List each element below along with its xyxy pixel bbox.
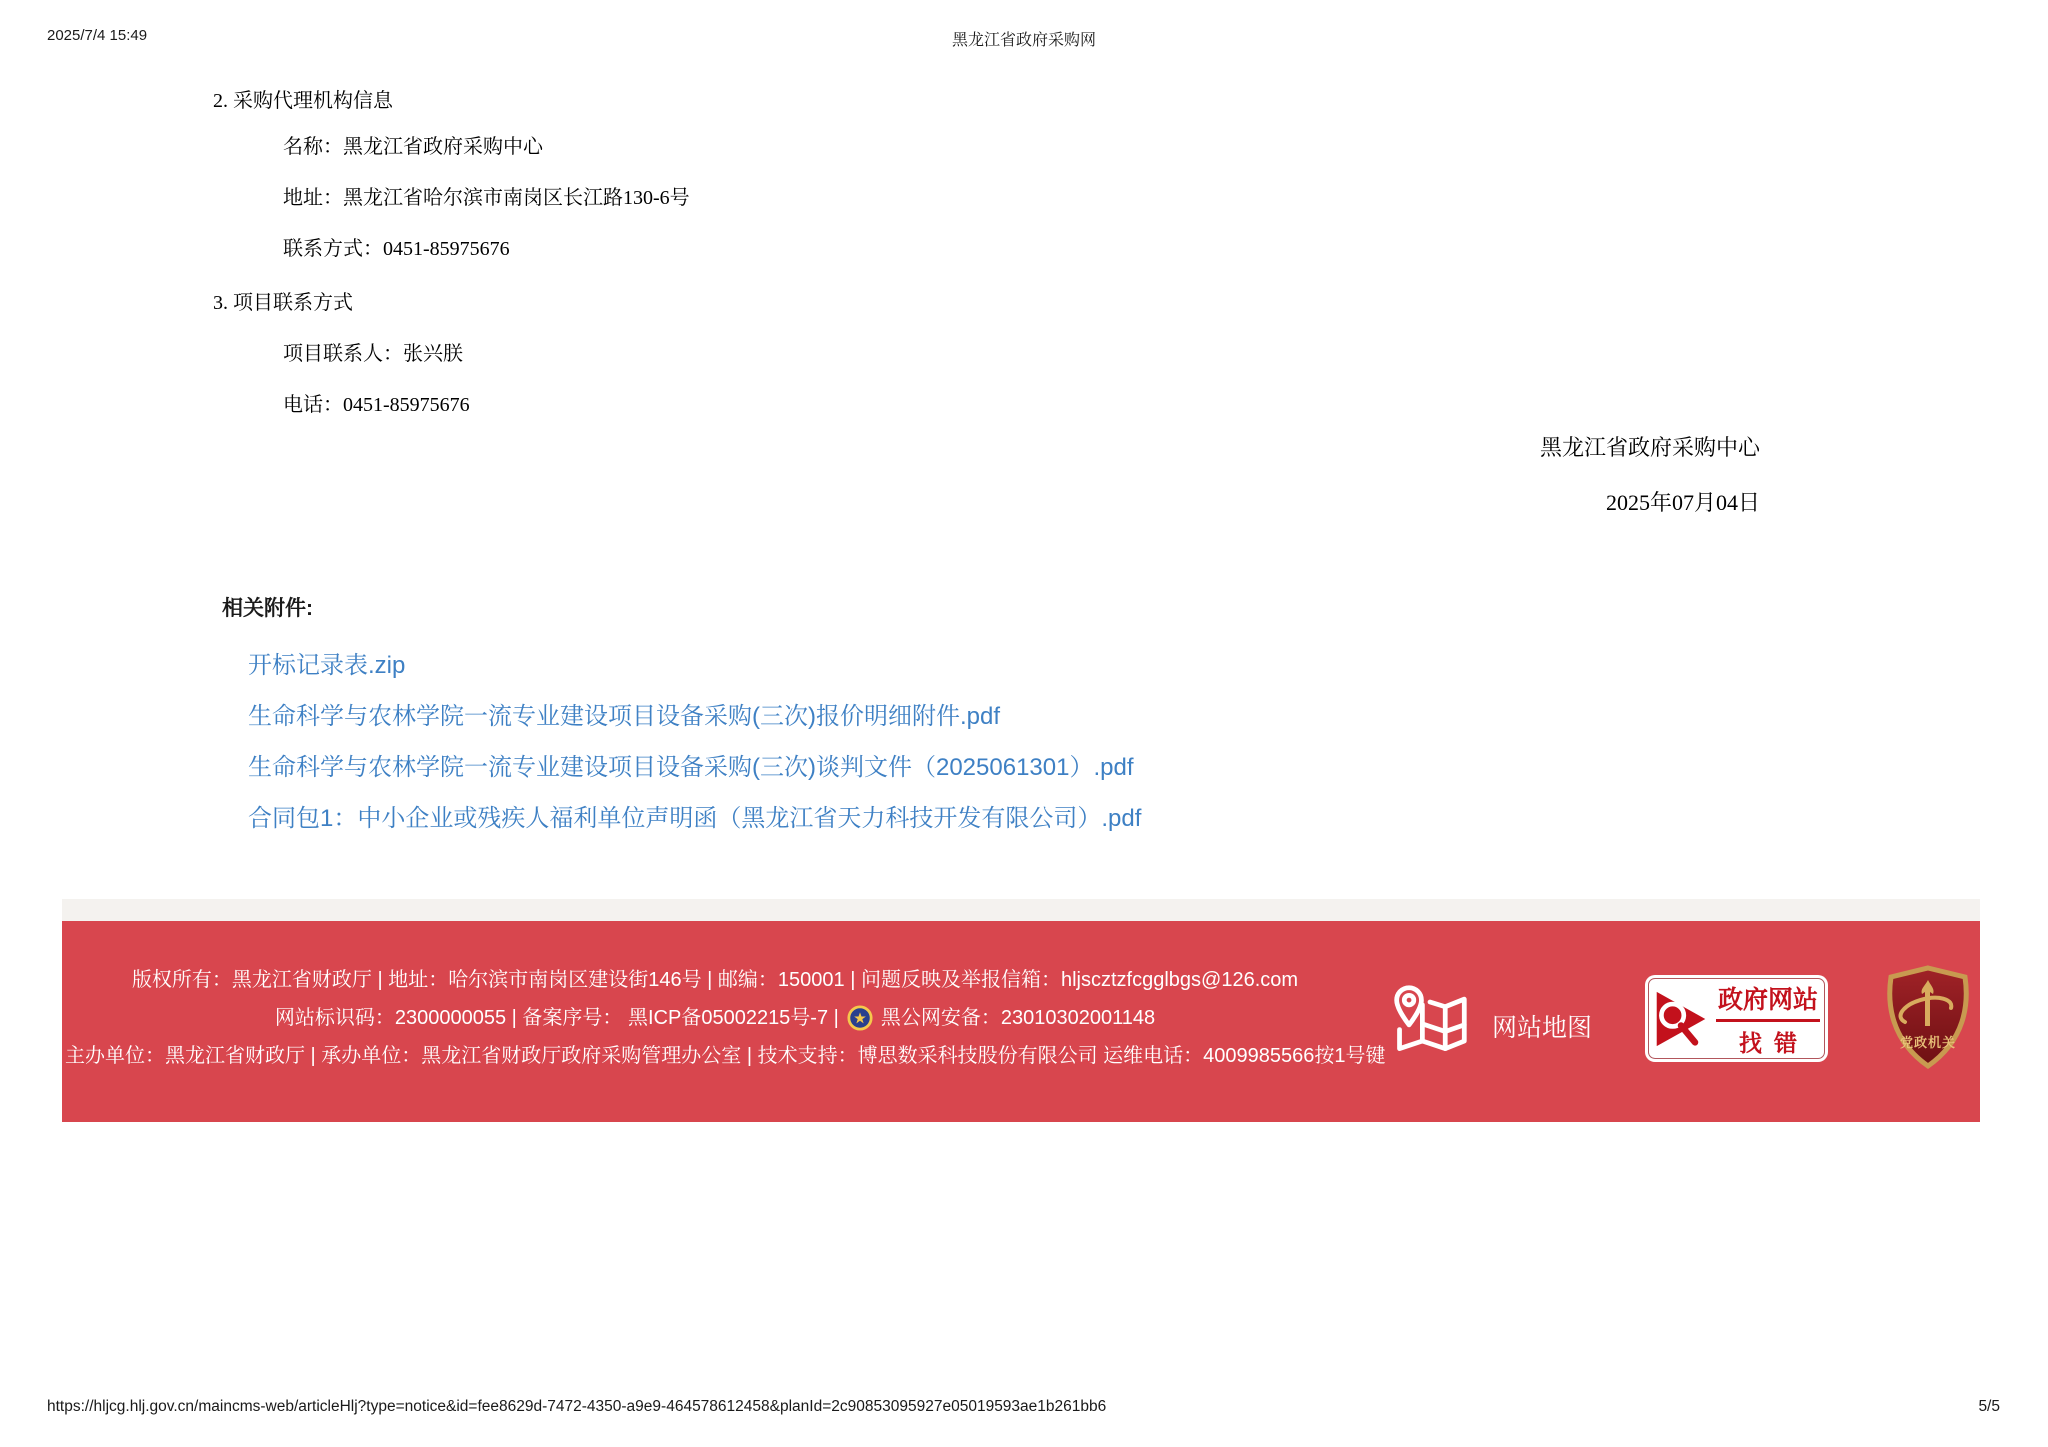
- agency-name-line: 名称：黑龙江省政府采购中心: [283, 136, 543, 158]
- sitemap-icon[interactable]: [1390, 983, 1470, 1061]
- signature-org: 黑龙江省政府采购中心: [1539, 435, 1760, 460]
- agency-address-line: 地址：黑龙江省哈尔滨市南岗区长江路130-6号: [283, 187, 690, 209]
- attachment-link-declaration-pdf[interactable]: 合同包1：中小企业或残疾人福利单位声明函（黑龙江省天力科技开发有限公司）.pdf: [248, 805, 1142, 832]
- party-badge-label: 党政机关: [1899, 1035, 1956, 1050]
- sitemap-label[interactable]: 网站地图: [1492, 1014, 1593, 1042]
- print-footer-url: https://hljcg.hlj.gov.cn/maincms-web/articleHlj?type=notice&id=fee8629d-7472-4350-a9e9-464578612458&planId=2c90853095927e05019593ae1b261bb6: [47, 1398, 1107, 1415]
- police-badge-icon[interactable]: [847, 1005, 873, 1031]
- error-badge-subtitle: 找错: [1739, 1029, 1809, 1056]
- footer-icp-suffix: 黑公网安备：23010302001148: [880, 1007, 1156, 1029]
- attachments-heading: 相关附件:: [222, 597, 313, 620]
- print-site-title: 黑龙江省政府采购网: [951, 32, 1096, 49]
- attachment-link-zip[interactable]: 开标记录表.zip: [248, 652, 406, 679]
- pre-footer-strip: [62, 899, 1980, 921]
- attachment-link-quote-pdf[interactable]: 生命科学与农林学院一流专业建设项目设备采购(三次)报价明细附件.pdf: [248, 703, 1001, 730]
- notice-agency-heading: 2. 采购代理机构信息: [213, 90, 393, 112]
- error-badge-text: [1716, 980, 1820, 1058]
- print-footer-page: 5/5: [1978, 1398, 2000, 1415]
- notice-contact-heading: 3. 项目联系方式: [213, 292, 353, 314]
- magnifier-flag-icon: [1653, 988, 1709, 1050]
- agency-contact-line: 联系方式：0451-85975676: [283, 238, 510, 260]
- contact-person-line: 项目联系人：张兴朕: [283, 343, 463, 365]
- footer-icp-prefix: 网站标识码：2300000055 | 备案序号： 黑ICP备05002215号-7 |: [274, 1007, 839, 1029]
- contact-phone-line: 电话：0451-85975676: [283, 394, 470, 416]
- footer-icp-line: [65, 999, 1365, 1037]
- footer-organizer-line: 主办单位：黑龙江省财政厅 | 承办单位：黑龙江省财政厅政府采购管理办公室 | 技术支持：博思数采科技股份有限公司 运维电话：4009985566按1号键: [65, 1045, 1386, 1067]
- footer-text-block: [65, 961, 1386, 1075]
- error-report-badge[interactable]: [1645, 975, 1828, 1062]
- site-footer: [62, 921, 1980, 1122]
- print-datetime: 2025/7/4 15:49: [47, 27, 148, 44]
- shield-icon: [1876, 964, 1980, 1070]
- footer-copyright-line: 版权所有：黑龙江省财政厅 | 地址：哈尔滨市南岗区建设街146号 | 邮编：150001 | 问题反映及举报信箱：hljscztzfcgglbgs@126.com: [131, 969, 1299, 991]
- signature-date: 2025年07月04日: [1605, 490, 1760, 515]
- party-gov-badge[interactable]: [1876, 964, 1980, 1070]
- error-badge-title: 政府网站: [1716, 980, 1820, 1022]
- attachment-link-negotiation-pdf[interactable]: 生命科学与农林学院一流专业建设项目设备采购(三次)谈判文件（2025061301）.pdf: [248, 754, 1134, 781]
